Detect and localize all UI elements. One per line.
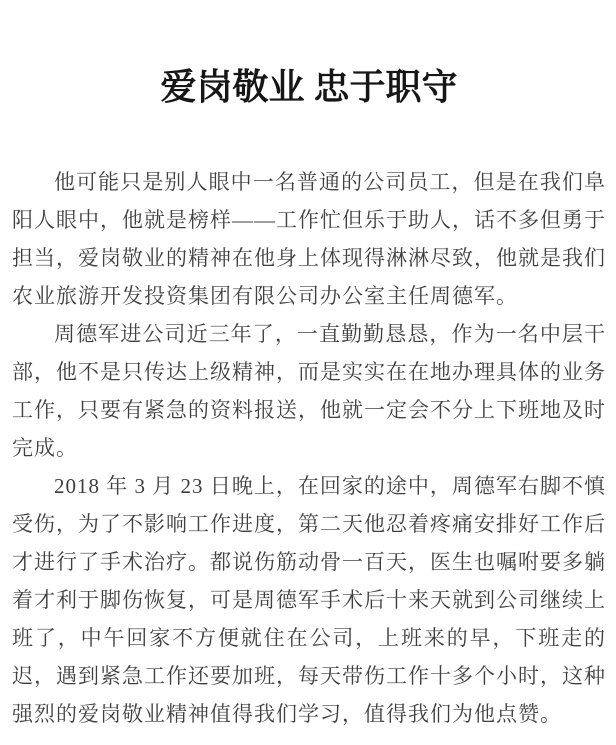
paragraph-work-ethic: 周德军进公司近三年了，一直勤勤恳恳，作为一名中层干部，他不是只传达上级精神，而是实实在在地办理具体的业务工作，只要有紧急的资料报送，他就一定会不分上下班地及时完成。 [12,322,606,460]
paragraph-injury-story: 2018 年 3 月 23 日晚上，在回家的途中，周德军右脚不慎受伤，为了不影响工作进度，第二天他忍着疼痛安排好工作后才进行了手术治疗。都说伤筋动骨一百天，医生也嘱咐要多躺着才利于脚伤恢复，可是周德军手术后十来天就到公司继续上班了，中午回家不方便就住在公司，上班来的早，下班走的迟，遇到紧急工作还要加班，每天带伤工作十多个小时，这种强烈的爱岗敬业精神值得我们学习，值得我们为他点赞。 [12,474,606,726]
document-title: 爱岗敬业 忠于职守 [160,67,458,107]
paragraph-intro: 他可能只是别人眼中一名普通的公司员工，但是在我们阜阳人眼中，他就是榜样——工作忙但乐于助人，话不多但勇于担当，爱岗敬业的精神在他身上体现得淋淋尽致，他就是我们农业旅游开发投资集团有限公司办公室主任周德军。 [12,170,606,308]
document-body [12,163,606,733]
